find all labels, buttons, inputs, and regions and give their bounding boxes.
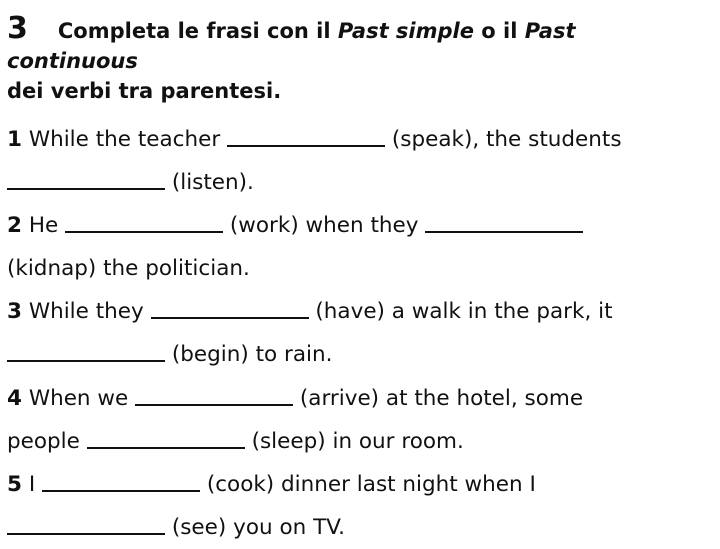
sentence-5-text-b: (cook) dinner last night when I <box>206 472 536 497</box>
sentence-1-line-1 <box>7 118 707 161</box>
sentence-1-number: 1 <box>7 127 22 152</box>
answer-blank-2b[interactable] <box>425 230 583 233</box>
exercise-heading <box>7 11 707 106</box>
sentence-5-text-c: (see) you on TV. <box>171 515 345 540</box>
answer-blank-1b[interactable] <box>7 187 165 190</box>
sentence-2-number: 2 <box>7 213 22 238</box>
answer-blank-4a[interactable] <box>135 403 293 406</box>
sentence-3-number: 3 <box>7 299 22 324</box>
answer-blank-3b[interactable] <box>7 359 165 362</box>
answer-blank-1a[interactable] <box>227 144 385 147</box>
answer-blank-5b[interactable] <box>7 532 165 535</box>
sentence-2-line-2 <box>7 247 707 290</box>
sentence-1-text-c: (listen). <box>171 170 254 195</box>
answer-blank-4b[interactable] <box>87 446 245 449</box>
sentence-4-text-b: (arrive) at the hotel, some <box>299 386 584 411</box>
sentence-4-text-c: people <box>7 429 80 454</box>
sentence-4-number: 4 <box>7 386 22 411</box>
sentence-4-text-d: (sleep) in our room. <box>251 429 464 454</box>
instruction-text-3: dei verbi tra parentesi. <box>7 79 282 103</box>
sentence-5-number: 5 <box>7 472 22 497</box>
instruction-tense-1: Past simple <box>337 19 474 43</box>
sentence-2-text-b: (work) when they <box>229 213 419 238</box>
answer-blank-3a[interactable] <box>151 316 309 319</box>
sentence-3-line-2 <box>7 333 707 376</box>
answer-blank-5a[interactable] <box>42 489 200 492</box>
sentence-2-text-a: He <box>28 213 59 238</box>
exercise-number: 3 <box>7 11 28 46</box>
instruction-tense-2: Past continuous <box>7 19 576 73</box>
sentence-3-line-1 <box>7 290 707 333</box>
sentence-4-line-1 <box>7 377 707 420</box>
sentence-5-line-1 <box>7 463 707 506</box>
sentence-1-line-2 <box>7 161 707 204</box>
instruction-text-2: o il <box>473 19 525 43</box>
sentence-4-text-a: When we <box>28 386 129 411</box>
sentence-2-text-c: (kidnap) the politician. <box>7 256 250 281</box>
answer-blank-2a[interactable] <box>65 230 223 233</box>
sentence-2-line-1 <box>7 204 707 247</box>
instruction-text-1: Completa le frasi con il <box>57 19 338 43</box>
sentence-3-text-a: While they <box>28 299 144 324</box>
sentence-1-text-a: While the teacher <box>28 127 221 152</box>
sentence-3-text-b: (have) a walk in the park, it <box>315 299 613 324</box>
sentence-3-text-c: (begin) to rain. <box>171 342 333 367</box>
sentence-1-text-b: (speak), the students <box>391 127 622 152</box>
sentence-5-line-2 <box>7 506 707 549</box>
sentence-5-text-a: I <box>28 472 36 497</box>
sentence-4-line-2 <box>7 420 707 463</box>
